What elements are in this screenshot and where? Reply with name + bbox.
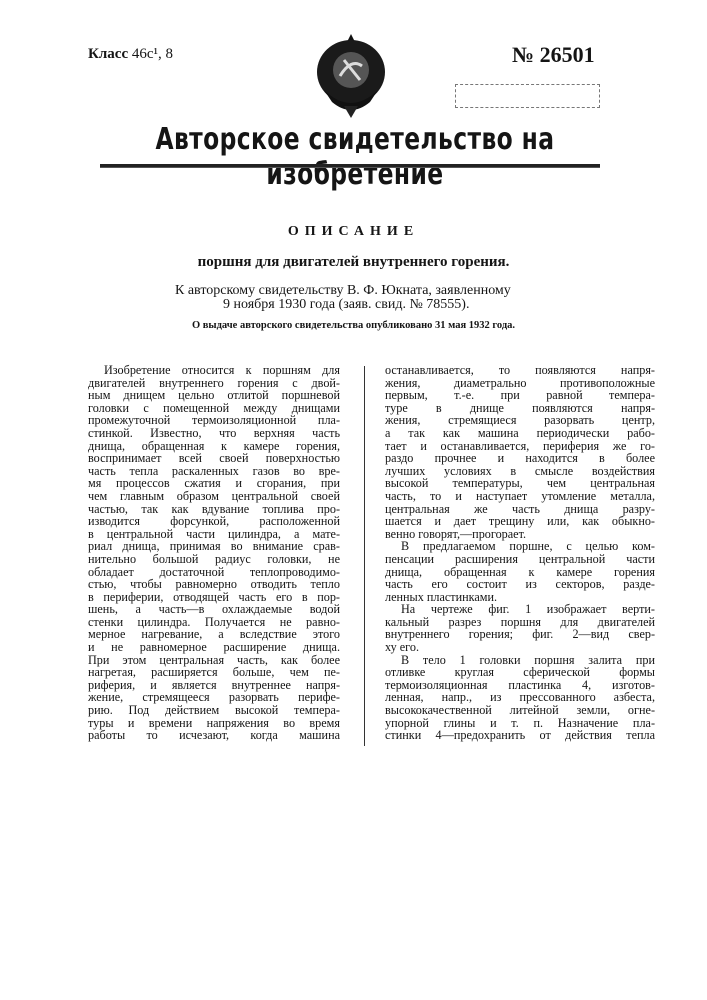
body-column-right: [385, 364, 655, 742]
text-line: в периферии, отводящей часть его в пор-: [88, 591, 340, 604]
text-line: В предлагаемом поршне, с целью ком-: [385, 540, 655, 553]
patent-class: [88, 46, 173, 63]
text-line: Изобретение относится к поршням для: [88, 364, 340, 377]
text-line: воспринимает всей своей поверхностью: [88, 452, 340, 465]
state-emblem-icon: [308, 30, 394, 120]
text-line: шается и дает трещину или, как обыкно-: [385, 515, 655, 528]
text-line: нительно большой радиус головки, не: [88, 553, 340, 566]
text-line: часть, то и наступает утомление металла,: [385, 490, 655, 503]
text-line: работы то исчезают, когда машина: [88, 729, 340, 742]
document-title: Авторское свидетельство на изобретение: [79, 122, 630, 192]
text-line: часть его состоит из секторов, разде-: [385, 578, 655, 591]
patent-number: № 26501: [512, 42, 595, 68]
text-line: На чертеже фиг. 1 изображает верти-: [385, 603, 655, 616]
text-line: тает и останавливается, периферия же го-: [385, 440, 655, 453]
text-line: чем главным образом центральной своей: [88, 490, 340, 503]
text-line: часть тепла раскаленных газов во вре-: [88, 465, 340, 478]
text-line: стинкой. Известно, что верхняя часть: [88, 427, 340, 440]
text-line: мерное нагревание, а вследствие этого: [88, 628, 340, 641]
text-line: мя процессов сжатия и сгорания, при: [88, 477, 340, 490]
text-line: двигателей внутреннего горения с двой-: [88, 377, 340, 390]
invention-subject: поршня для двигателей внутреннего горения.: [0, 254, 707, 271]
text-line: центральная же часть днища разру-: [385, 503, 655, 516]
certificate-line-1: К авторскому свидетельству В. Ф. Юкната, заявленному: [175, 283, 511, 299]
text-line: термоизоляционная пластинка 4, изготов-: [385, 679, 655, 692]
text-line: туре в днище появляются напря-: [385, 402, 655, 415]
text-line: ным днищем цельно отлитой поршневой: [88, 389, 340, 402]
class-label: Класс: [88, 46, 128, 62]
library-stamp: [455, 84, 600, 108]
text-line: днища, обращенная к камере горения,: [88, 440, 340, 453]
text-line: первым, т.-е. при равной темпера-: [385, 389, 655, 402]
section-heading: ОПИСАНИЕ: [0, 224, 707, 240]
publication-note: О выдаче авторского свидетельства опубликовано 31 мая 1932 года.: [0, 320, 707, 331]
text-line: стенки цилиндра. Получается не равно-: [88, 616, 340, 629]
text-line: останавливается, то появляются напря-: [385, 364, 655, 377]
text-line: стинки 4—предохранить от действия тепла: [385, 729, 655, 742]
class-value: 46с¹, 8: [132, 46, 173, 62]
text-line: ху его.: [385, 641, 655, 654]
text-line: отливке круглая сферической формы: [385, 666, 655, 679]
text-line: в центральной части цилиндра, а мате-: [88, 528, 340, 541]
text-line: В тело 1 головки поршня залита при: [385, 654, 655, 667]
text-line: пенсации расширения центральной части: [385, 553, 655, 566]
text-line: ленных пластинками.: [385, 591, 655, 604]
text-line: упорной глины и т. п. Назначение пла-: [385, 717, 655, 730]
text-line: а так как машина периодически рабо-: [385, 427, 655, 440]
body-column-left: [88, 364, 340, 742]
text-line: промежуточной термоизоляционной пла-: [88, 414, 340, 427]
text-line: туры и времени напряжения во время: [88, 717, 340, 730]
text-line: и не равномерное расширение днища.: [88, 641, 340, 654]
text-line: жение, стремящееся разорвать перифе-: [88, 691, 340, 704]
column-divider: [364, 366, 365, 746]
text-line: ленная, напр., из прессованного азбеста,: [385, 691, 655, 704]
text-line: изводится форсункой, расположенной: [88, 515, 340, 528]
text-line: частью, так как вдувание топлива про-: [88, 503, 340, 516]
text-line: нагретая, расширяется больше, чем пе-: [88, 666, 340, 679]
text-line: днища, обращенная к камере горения: [385, 566, 655, 579]
text-line: лучших условиях в смысле воздействия: [385, 465, 655, 478]
text-line: кальный разрез поршня для двигателей: [385, 616, 655, 629]
text-line: обладает достаточной теплопроводимо-: [88, 566, 340, 579]
text-line: жения, диаметрально противоположные: [385, 377, 655, 390]
certificate-line-2: 9 ноября 1930 года (заяв. свид. № 78555).: [223, 297, 469, 313]
title-rule: [100, 164, 600, 168]
text-line: риферия, и является внутреннее напря-: [88, 679, 340, 692]
text-line: шень, а часть—в охлаждаемые водой: [88, 603, 340, 616]
text-line: рию. Под действием высокой темпера-: [88, 704, 340, 717]
text-line: головки с помещенной между днищами: [88, 402, 340, 415]
text-line: раздо прочнее и находится в более: [385, 452, 655, 465]
text-line: риал днища, принимая во внимание срав-: [88, 540, 340, 553]
text-line: внутреннего горения; фиг. 2—вид свер-: [385, 628, 655, 641]
text-line: высокой температуры, чем центральная: [385, 477, 655, 490]
text-line: стью, чтобы равномерно отводить тепло: [88, 578, 340, 591]
text-line: высококачественной литейной земли, огне-: [385, 704, 655, 717]
text-line: При этом центральная часть, как более: [88, 654, 340, 667]
text-line: жения, стремящиеся разорвать центр,: [385, 414, 655, 427]
text-line: венно говорят,—прогорает.: [385, 528, 655, 541]
